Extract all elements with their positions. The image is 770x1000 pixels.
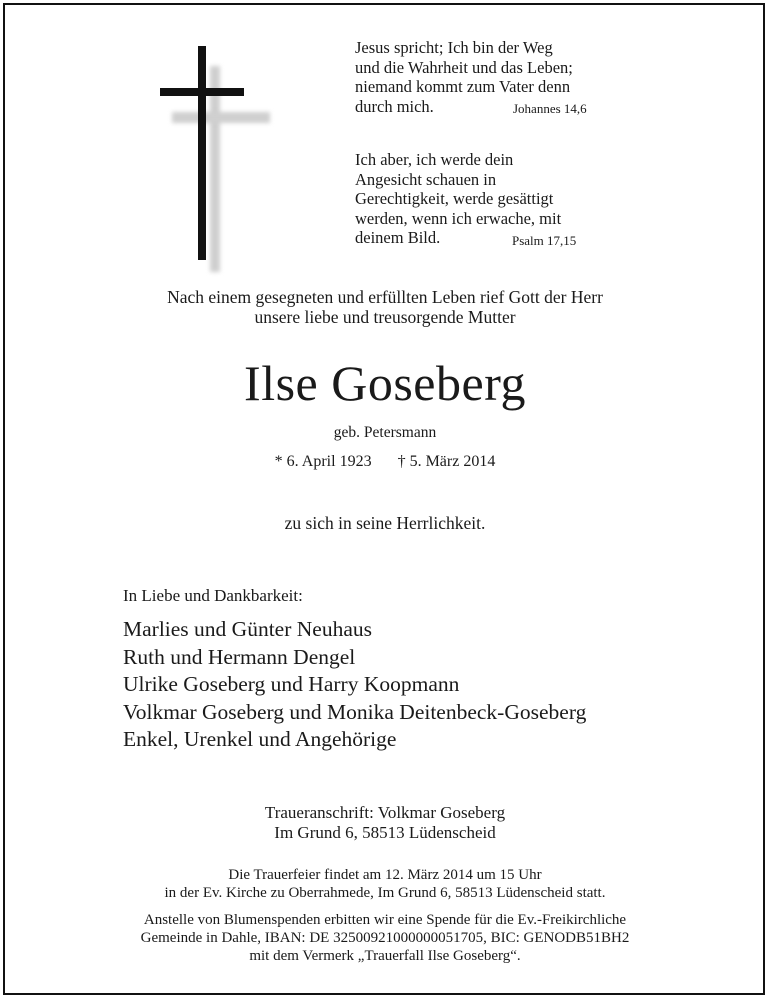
address-line: Traueranschrift: Volkmar Goseberg [264, 803, 506, 822]
deceased-name: Ilse Goseberg [244, 355, 526, 411]
verse-line: deinem Bild. [355, 228, 441, 247]
cross-shadow-vertical [210, 66, 220, 272]
donation-line: Gemeinde in Dahle, IBAN: DE 32500921000000051705, BIC: GENODB51BH2 [140, 930, 630, 946]
funeral-info [0, 866, 770, 902]
verse-line: Ich aber, ich werde dein [355, 150, 514, 169]
intro-line: unsere liebe und treusorgende Mutter [254, 307, 516, 327]
verse-line: Jesus spricht; Ich bin der Weg [355, 38, 553, 57]
birth-name: geb. Petersmann [333, 424, 437, 441]
cross-horizontal-beam [160, 88, 244, 96]
donation-line: mit dem Vermerk „Trauerfall Ilse Goseberg“. [249, 948, 521, 964]
bible-verse-psalm [355, 150, 605, 248]
mourners-list [123, 616, 586, 754]
bible-verse-john [355, 38, 605, 116]
intro-text [0, 287, 770, 327]
verse-line: werden, wenn ich erwache, mit [355, 208, 562, 228]
cross-icon [158, 42, 258, 274]
birth-date: * 6. April 1923 [274, 453, 372, 470]
verse-reference: Johannes 14,6 [513, 101, 587, 116]
funeral-line: Die Trauerfeier findet am 12. März 2014 um 15 Uhr [228, 867, 542, 883]
closing-text: zu sich in seine Herrlichkeit. [284, 513, 486, 533]
thanks-heading: In Liebe und Dankbarkeit: [123, 586, 303, 605]
mourner-name: Marlies und Günter Neuhaus [123, 617, 372, 641]
donation-line: Anstelle von Blumenspenden erbitten wir eine Spende für die Ev.-Freikirchliche [143, 912, 627, 928]
mourner-name: Ruth und Hermann Dengel [123, 644, 356, 669]
donation-info [0, 911, 770, 965]
death-date: † 5. März 2014 [397, 453, 496, 470]
verse-line: Angesicht schauen in [355, 169, 497, 189]
verse-line: durch mich. [355, 96, 434, 116]
intro-line: Nach einem gesegneten und erfüllten Leben rief Gott der Herr [167, 287, 603, 307]
verse-line: und die Wahrheit und das Leben; [355, 57, 573, 77]
verse-reference: Psalm 17,15 [512, 233, 577, 248]
cross-vertical-beam [198, 46, 206, 260]
mourning-address [0, 803, 770, 842]
mourner-name: Enkel, Urenkel und Angehörige [123, 727, 397, 751]
mourner-name: Volkmar Goseberg und Monika Deitenbeck-Goseberg [123, 699, 587, 724]
cross-shadow-horizontal [172, 112, 270, 123]
life-dates [0, 453, 770, 471]
mourner-name: Ulrike Goseberg und Harry Koopmann [123, 672, 460, 696]
verse-line: niemand kommt zum Vater denn [355, 77, 571, 96]
funeral-line: in der Ev. Kirche zu Oberrahmede, Im Grund 6, 58513 Lüdenscheid statt. [164, 885, 606, 901]
verse-line: Gerechtigkeit, werde gesättigt [355, 189, 554, 208]
address-line: Im Grund 6, 58513 Lüdenscheid [274, 822, 496, 842]
